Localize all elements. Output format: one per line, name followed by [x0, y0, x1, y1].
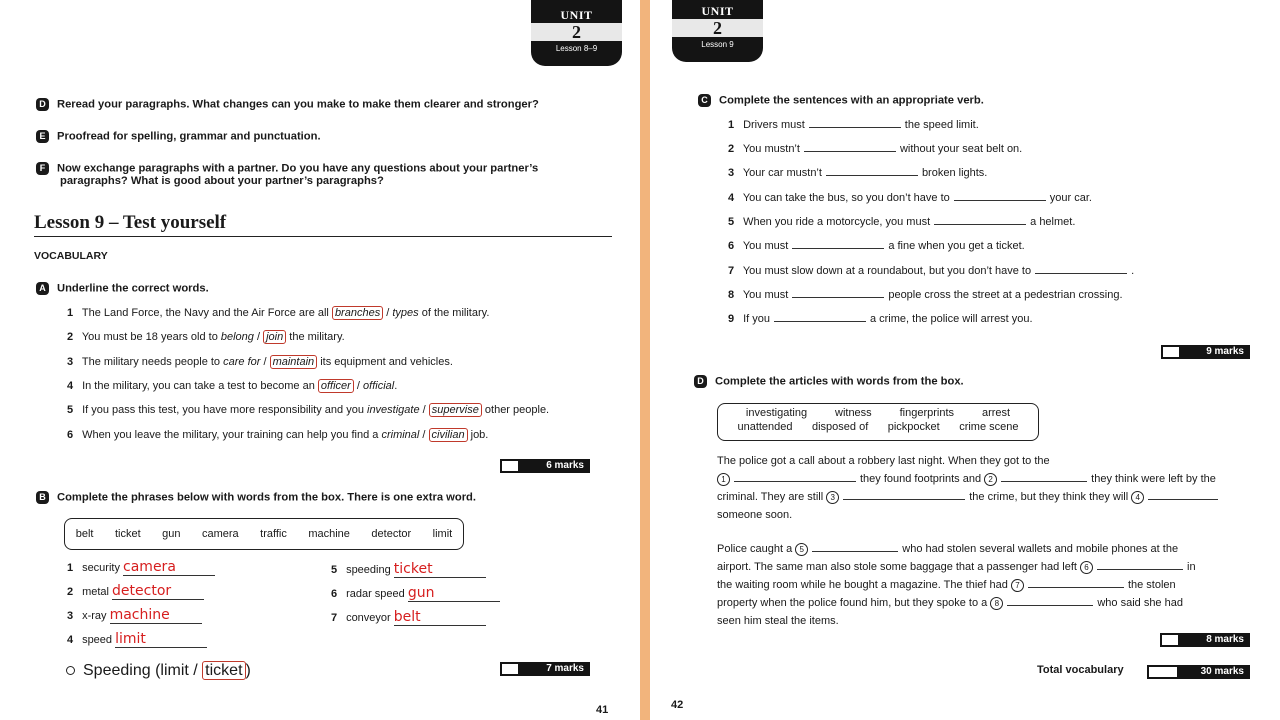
word: disposed of [812, 421, 869, 433]
circled-number: 1 [717, 473, 730, 486]
option: investigate [367, 404, 420, 416]
article-line [717, 470, 1277, 488]
ex-b-item-6 [331, 586, 500, 602]
note-text: ) [245, 662, 251, 679]
article-1 [717, 452, 1277, 524]
item-number: 1 [67, 562, 74, 574]
unit-label: UNIT [560, 8, 593, 22]
item-label: speeding [346, 564, 391, 576]
marks-box [500, 662, 590, 676]
article-line [717, 558, 1277, 576]
item-text: a helmet. [1030, 216, 1076, 228]
word: camera [201, 528, 239, 540]
option: criminal [381, 429, 420, 441]
exercise-b-instruction [36, 491, 476, 504]
word: fingerprints [899, 407, 955, 419]
separator: / [419, 429, 429, 441]
ex-c-item-4 [728, 191, 1092, 205]
marks-label: 6 marks [546, 460, 584, 471]
option: official [363, 380, 395, 392]
ex-b-item-4 [67, 632, 207, 648]
article-text: they think were left by the [1091, 473, 1216, 485]
item-text: You must be 18 years old to [81, 331, 221, 343]
item-text: If you pass this test, you have more responsibility and you [82, 404, 367, 416]
word: investigating [745, 407, 808, 419]
answer-blank [826, 166, 918, 176]
instruction-text: Complete the articles with words from the box. [715, 375, 964, 388]
handwritten-answer: ticket [393, 561, 433, 577]
unit-tab [672, 0, 763, 62]
answer-blank [734, 472, 856, 482]
item-number: 8 [728, 289, 735, 301]
circled-answer: maintain [270, 355, 318, 369]
item-number: 3 [67, 356, 74, 368]
item-text: people cross the street at a pedestrian crossing. [888, 289, 1123, 301]
word: arrest [981, 407, 1011, 419]
ex-b-item-3 [67, 608, 202, 624]
marks-label: 30 marks [1200, 666, 1244, 677]
letter-badge: D [36, 98, 49, 111]
circled-number: 3 [826, 491, 839, 504]
unit-label: UNIT [701, 4, 734, 18]
answer-blank [804, 142, 896, 152]
total-vocabulary-label: Total vocabulary [1037, 664, 1124, 676]
letter-badge: E [36, 130, 49, 143]
item-number: 1 [728, 119, 735, 131]
vocabulary-heading: VOCABULARY [34, 250, 108, 262]
article-text: Police caught a [717, 543, 793, 555]
answer-blank [774, 312, 866, 322]
letter-badge: D [694, 375, 707, 388]
item-text: When you leave the military, your training can help you find a [82, 429, 382, 441]
ex-c-item-5 [728, 215, 1075, 229]
separator: / [353, 380, 364, 392]
word-box [64, 518, 464, 550]
item-number: 6 [331, 588, 338, 600]
circled-answer: branches [332, 306, 383, 320]
handwritten-answer: machine [109, 607, 170, 623]
bullet-icon [66, 666, 75, 675]
answer-line [112, 584, 204, 600]
word: traffic [260, 528, 287, 540]
item-text: If you [743, 313, 770, 325]
article-line: The police got a call about a robbery last night. When they got to the [717, 455, 1050, 467]
unit-number: 2 [672, 19, 763, 37]
item-number: 5 [331, 564, 338, 576]
ex-c-item-7 [728, 264, 1134, 278]
article-text: property when the police found him, but they spoke to a [717, 597, 988, 609]
item-text: a crime, the police will arrest you. [869, 313, 1033, 325]
item-text: its equipment and vehicles. [317, 356, 453, 368]
answer-blank [1001, 472, 1087, 482]
word: detector [371, 528, 412, 540]
letter-badge: F [36, 162, 49, 175]
word-box [717, 403, 1039, 441]
item-text: broken lights. [921, 167, 988, 179]
item-text: You must [742, 240, 789, 252]
item-text: a fine when you get a ticket. [888, 240, 1025, 252]
word: machine [308, 528, 350, 540]
answer-blank [1035, 264, 1127, 274]
answer-line [115, 632, 207, 648]
handwritten-answer: gun [407, 585, 435, 601]
article-text: in [1187, 561, 1196, 573]
item-label: radar speed [346, 588, 405, 600]
word: gun [162, 528, 181, 540]
marks-label: 7 marks [546, 663, 584, 674]
page-number: 41 [596, 704, 609, 716]
step-text: Proofread for spelling, grammar and punctuation. [57, 130, 321, 143]
answer-blank [1097, 560, 1183, 570]
circled-answer: civilian [429, 428, 468, 442]
item-text: In the military, you can take a test to become an [82, 380, 318, 392]
item-text: . [1131, 265, 1135, 277]
word: crime scene [959, 421, 1019, 433]
item-number: 2 [67, 331, 74, 343]
item-text: . [394, 380, 398, 392]
handwritten-answer: limit [115, 631, 146, 647]
circled-number: 4 [1131, 491, 1144, 504]
article-line: someone soon. [717, 509, 793, 521]
answer-line [408, 586, 500, 602]
article-line: seen him steal the items. [717, 615, 839, 627]
article-text: the waiting room while he bought a magazine. The thief had [717, 579, 1008, 591]
word: unattended [737, 421, 793, 433]
lesson-range: Lesson 8–9 [555, 44, 598, 53]
note-text: Speeding (limit / [83, 662, 203, 679]
item-text: The Land Force, the Navy and the Air Force are all [81, 307, 332, 319]
answer-blank [1028, 578, 1124, 588]
item-number: 3 [728, 167, 735, 179]
article-text: airport. The same man also stole some baggage that a passenger had left [717, 561, 1077, 573]
marks-label: 8 marks [1206, 634, 1244, 645]
marks-box [1160, 633, 1250, 647]
item-number: 4 [728, 192, 735, 204]
item-number: 2 [728, 143, 735, 155]
item-number: 5 [728, 216, 735, 228]
item-text: Your car mustn’t [742, 167, 822, 179]
circled-number: 8 [990, 597, 1003, 610]
note-boxed-word: ticket [202, 661, 245, 680]
separator: / [260, 356, 270, 368]
article-2 [717, 540, 1277, 630]
lesson-label: Lesson 9 [701, 40, 734, 49]
answer-line [110, 608, 202, 624]
item-text: You must [742, 289, 789, 301]
item-text: other people. [481, 404, 550, 416]
item-text: job. [467, 429, 489, 441]
ex-a-item-3 [67, 355, 453, 369]
word: witness [835, 407, 872, 419]
answer-line [123, 560, 215, 576]
item-number: 5 [67, 404, 74, 416]
ex-a-item-4 [67, 379, 397, 393]
option: care for [223, 356, 261, 368]
score-blank [502, 461, 518, 471]
option: types [392, 307, 419, 319]
circled-number: 5 [795, 543, 808, 556]
ex-c-item-9 [728, 312, 1033, 326]
exercise-d-instruction [694, 375, 964, 388]
ex-b-item-5 [331, 562, 486, 578]
item-text: your car. [1049, 192, 1092, 204]
circled-answer: supervise [429, 403, 482, 417]
article-line [717, 576, 1277, 594]
step-text-cont: paragraphs? What is good about your partner’s paragraphs? [60, 175, 384, 188]
marks-box [1161, 345, 1250, 359]
article-text: the stolen [1127, 579, 1176, 591]
article-text: they found footprints and [860, 473, 982, 485]
item-number: 9 [728, 313, 735, 325]
answer-line [394, 610, 486, 626]
article-text: criminal. They are still [717, 491, 824, 503]
unit-number: 2 [531, 23, 622, 41]
exercise-a-instruction [36, 282, 209, 295]
item-number: 3 [67, 610, 74, 622]
answer-blank [1007, 596, 1093, 606]
exercise-c-instruction [698, 94, 984, 107]
answer-line [394, 562, 486, 578]
ex-b-item-2 [67, 584, 204, 600]
ex-c-item-2 [728, 142, 1022, 156]
step-text: Now exchange paragraphs with a partner. Do you have any questions about your partner’s [57, 162, 539, 175]
step-d [36, 98, 596, 111]
item-text: of the military. [418, 307, 490, 319]
article-text: the crime, but they think they will [969, 491, 1129, 503]
circled-number: 2 [984, 473, 997, 486]
page-number: 42 [671, 699, 684, 711]
step-text: Reread your paragraphs. What changes can you make to make them clearer and stronger? [57, 98, 539, 111]
answer-blank [954, 191, 1046, 201]
word: limit [432, 528, 453, 540]
item-text: without your seat belt on. [899, 143, 1023, 155]
circled-number: 6 [1080, 561, 1093, 574]
score-blank [502, 664, 518, 674]
letter-badge: B [36, 491, 49, 504]
right-page [650, 0, 1280, 720]
item-number: 4 [67, 634, 74, 646]
item-text: Drivers must [743, 119, 805, 131]
step-e [36, 130, 596, 143]
ex-a-item-6 [67, 428, 488, 442]
score-blank [1149, 667, 1177, 677]
handwritten-answer: detector [112, 583, 172, 599]
step-f [36, 162, 606, 188]
circled-answer: join [263, 330, 286, 344]
marks-box [500, 459, 590, 473]
article-line [717, 594, 1277, 612]
answer-blank [792, 239, 884, 249]
item-text: When you ride a motorcycle, you must [743, 216, 931, 228]
item-number: 2 [67, 586, 74, 598]
ex-b-item-7 [331, 610, 486, 626]
article-line [717, 540, 1277, 558]
article-line [717, 488, 1277, 506]
word: ticket [114, 528, 141, 540]
letter-badge: A [36, 282, 49, 295]
item-number: 7 [331, 612, 338, 624]
item-label: metal [82, 586, 109, 598]
circled-number: 7 [1011, 579, 1024, 592]
article-text: who said she had [1097, 597, 1183, 609]
item-text: You must slow down at a roundabout, but you don’t have to [742, 265, 1032, 277]
item-text: You can take the bus, so you don’t have to [742, 192, 950, 204]
book-spine [640, 0, 650, 720]
item-label: conveyor [346, 612, 391, 624]
item-label: x-ray [82, 610, 107, 622]
item-number: 4 [67, 380, 74, 392]
separator: / [419, 404, 429, 416]
item-number: 1 [67, 307, 74, 319]
item-text: the military. [286, 331, 345, 343]
answer-blank [792, 288, 884, 298]
separator: / [383, 307, 393, 319]
score-blank [1162, 635, 1178, 645]
ex-a-item-5 [67, 403, 549, 417]
instruction-text: Underline the correct words. [57, 282, 209, 295]
answer-blank [812, 542, 898, 552]
letter-badge: C [698, 94, 711, 107]
separator: / [253, 331, 264, 343]
answer-blank [1148, 490, 1218, 500]
item-label: security [82, 562, 120, 574]
answer-blank [809, 118, 901, 128]
score-blank [1163, 347, 1179, 357]
item-text: the speed limit. [904, 119, 979, 131]
circled-answer: officer [318, 379, 354, 393]
handwritten-answer: camera [123, 559, 176, 575]
item-text: The military needs people to [81, 356, 224, 368]
item-label: speed [82, 634, 113, 646]
item-number: 6 [728, 240, 735, 252]
answer-blank [843, 490, 965, 500]
ex-b-item-1 [67, 560, 215, 576]
marks-label: 9 marks [1206, 346, 1244, 357]
item-text: You mustn’t [742, 143, 800, 155]
answer-blank [934, 215, 1026, 225]
ex-c-item-1 [728, 118, 979, 132]
ex-c-item-8 [728, 288, 1123, 302]
speeding-note [66, 662, 251, 680]
total-marks-box [1147, 665, 1250, 679]
ex-a-item-1 [67, 306, 489, 320]
ex-c-item-6 [728, 239, 1025, 253]
word: belt [75, 528, 94, 540]
item-number: 6 [67, 429, 74, 441]
lesson-title: Lesson 9 – Test yourself [34, 212, 612, 237]
handwritten-answer: belt [393, 609, 421, 625]
instruction-text: Complete the phrases below with words from the box. There is one extra word. [57, 491, 476, 504]
article-text: who had stolen several wallets and mobile phones at the [902, 543, 1179, 555]
word: pickpocket [887, 421, 940, 433]
item-number: 7 [728, 265, 735, 277]
instruction-text: Complete the sentences with an appropriate verb. [719, 94, 984, 107]
option: belong [220, 331, 254, 343]
ex-a-item-2 [67, 330, 345, 344]
ex-c-item-3 [728, 166, 987, 180]
unit-tab [531, 0, 622, 66]
